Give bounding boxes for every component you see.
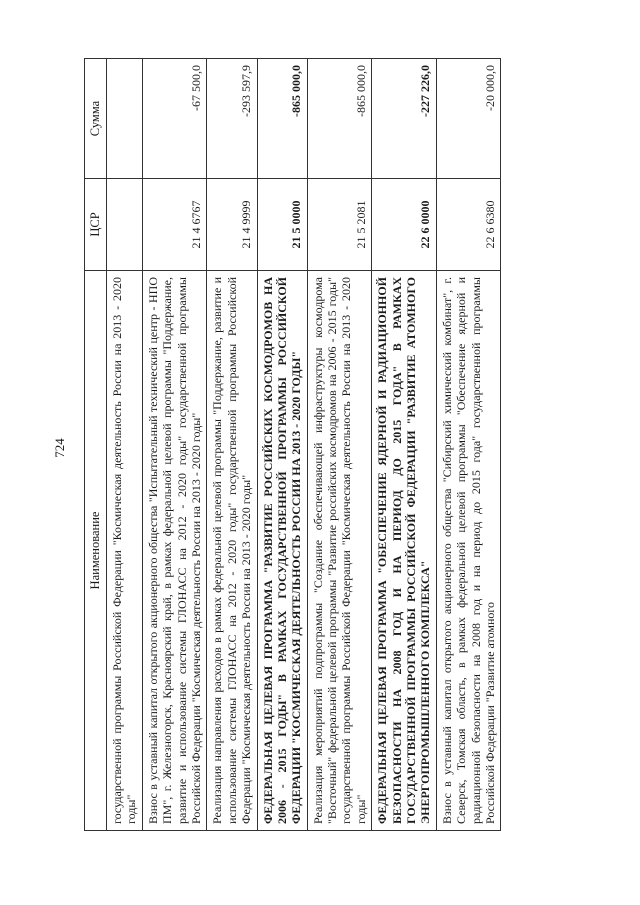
header-name: Наименование bbox=[85, 271, 107, 831]
row-amount-cell: -20 000,0 bbox=[436, 59, 501, 179]
row-name-cell: ФЕДЕРАЛЬНАЯ ЦЕЛЕВАЯ ПРОГРАММА "РАЗВИТИЕ РОССИЙСКИХ КОСМОДРОМОВ НА 2006 - 2015 ГОДЫ" В РАМКАХ ГОСУДАРСТВЕННОЙ ПРОГРАММЫ РОССИЙСКОЙ ФЕДЕРАЦИИ "КОСМИЧЕСКАЯ ДЕЯТЕЛЬНОСТЬ РОССИИ НА 2013 - 2020 ГОДЫ" bbox=[257, 271, 307, 831]
header-amount: Сумма bbox=[85, 59, 107, 179]
table-header-row bbox=[85, 59, 107, 831]
table-row bbox=[372, 59, 437, 831]
row-name-cell: Реализация направления расходов в рамках федеральной целевой программы "Поддержание, развитие и использование системы ГЛОНАСС на 2012 - 2020 годы" государственной программы Российской Федерации "Космическая деятельность России на 2013 - 2020 годы" bbox=[207, 271, 257, 831]
row-amount-cell: -227 226,0 bbox=[372, 59, 437, 179]
table-body bbox=[107, 59, 501, 831]
row-code-cell: 21 5 2081 bbox=[307, 179, 372, 271]
table-row bbox=[436, 59, 501, 831]
row-name-cell: ФЕДЕРАЛЬНАЯ ЦЕЛЕВАЯ ПРОГРАММА "ОБЕСПЕЧЕНИЕ ЯДЕРНОЙ И РАДИАЦИОННОЙ БЕЗОПАСНОСТИ НА 2008 ГОД И НА ПЕРИОД ДО 2015 ГОДА" В РАМКАХ ГОСУДАРСТВЕННОЙ ПРОГРАММЫ РОССИЙСКОЙ ФЕДЕРАЦИИ "РАЗВИТИЕ АТОМНОГО ЭНЕРГОПРОМЫШЛЕННОГО КОМПЛЕКСА" bbox=[372, 271, 437, 831]
row-name-cell: государственной программы Российской Федерации "Космическая деятельность России на 2013 - 2020 годы" bbox=[107, 271, 143, 831]
rotated-table-page bbox=[84, 59, 564, 831]
header-code: ЦСР bbox=[85, 179, 107, 271]
row-amount-cell: -865 000,0 bbox=[257, 59, 307, 179]
row-code-cell: 21 4 6767 bbox=[142, 179, 207, 271]
table-row bbox=[207, 59, 257, 831]
row-code-cell bbox=[107, 179, 143, 271]
row-name-cell: Взнос в уставный капитал открытого акционерного общества "Испытательный технический центр - НПО ПМ", г. Железногорск, Красноярский край, в рамках федеральной целевой программы "Поддержание, развитие и использование системы ГЛОНАСС на 2012 - 2020 годы" государственной программы Российской Федерации "Космическая деятельность России на 2013 - 2020 годы" bbox=[142, 271, 207, 831]
page-number: 724 bbox=[52, 438, 67, 458]
table-row bbox=[307, 59, 372, 831]
row-name-cell: Реализация мероприятий подпрограммы "Создание обеспечивающей инфраструктуры космодрома "Восточный" федеральной целевой программы "Развитие российских космодромов на 2006 - 2015 годы" государственной программы Российской Федерации "Космическая деятельность России на 2013 - 2020 годы" bbox=[307, 271, 372, 831]
table-row bbox=[142, 59, 207, 831]
table-row bbox=[257, 59, 307, 831]
row-code-cell: 21 5 0000 bbox=[257, 179, 307, 271]
row-code-cell: 22 6 0000 bbox=[372, 179, 437, 271]
row-name-cell: Взнос в уставный капитал открытого акционерного общества "Сибирский химический комбинат", г. Северск, Томская область, в рамках федеральной целевой программы "Обеспечение ядерной и радиационной безопасности на 2008 год и на период до 2015 года" государственной программы Российской Федерации "Развитие атомного bbox=[436, 271, 501, 831]
row-amount-cell: -865 000,0 bbox=[307, 59, 372, 179]
table-row bbox=[107, 59, 143, 831]
budget-table bbox=[84, 58, 501, 831]
row-amount-cell: -293 597,9 bbox=[207, 59, 257, 179]
row-code-cell: 22 6 6380 bbox=[436, 179, 501, 271]
row-amount-cell bbox=[107, 59, 143, 179]
row-amount-cell: -67 500,0 bbox=[142, 59, 207, 179]
row-code-cell: 21 4 9999 bbox=[207, 179, 257, 271]
